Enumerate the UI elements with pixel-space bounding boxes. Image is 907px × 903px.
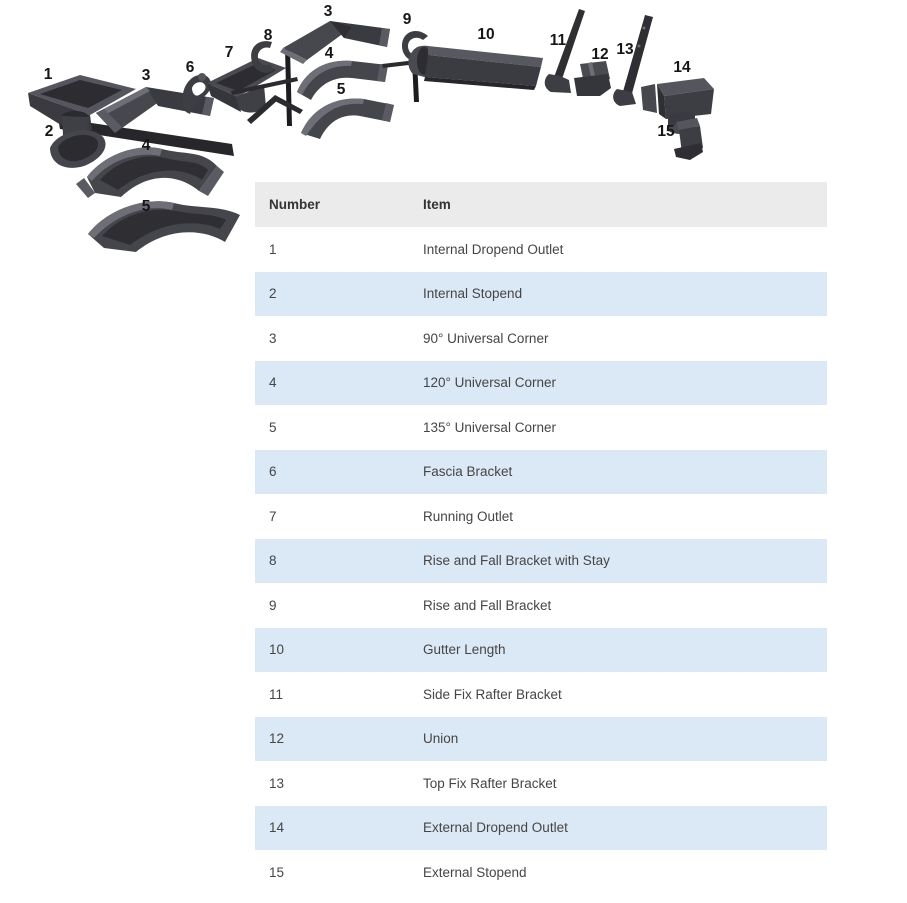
table-row <box>255 272 827 317</box>
part-label-13: 13 <box>616 41 634 58</box>
row-item-cell: Rise and Fall Bracket with Stay <box>423 553 610 569</box>
row-item-cell: Side Fix Rafter Bracket <box>423 686 562 702</box>
table-row <box>255 761 827 806</box>
table-row <box>255 850 827 895</box>
table-row <box>255 539 827 584</box>
part-2-internal-stopend-illustration <box>50 130 106 168</box>
table-row <box>255 494 827 539</box>
row-item-cell: 135° Universal Corner <box>423 419 556 435</box>
table-row <box>255 316 827 361</box>
part-15-external-stopend-illustration <box>674 118 703 160</box>
table-row <box>255 672 827 717</box>
table-header-row <box>255 182 827 227</box>
row-number-cell: 5 <box>269 419 277 435</box>
parts-table <box>255 182 827 895</box>
table-row <box>255 450 827 495</box>
row-item-cell: 90° Universal Corner <box>423 330 549 346</box>
row-item-cell: External Dropend Outlet <box>423 820 568 836</box>
row-number-cell: 9 <box>269 597 277 613</box>
table-row <box>255 717 827 762</box>
part-label-6: 6 <box>185 59 195 76</box>
part-5b-135-corner-illustration <box>301 99 394 139</box>
part-label-8: 8 <box>263 27 273 44</box>
row-item-cell: 120° Universal Corner <box>423 375 556 391</box>
part-label-10: 10 <box>477 26 495 43</box>
row-number-cell: 6 <box>269 464 277 480</box>
part-label-14: 14 <box>673 59 691 76</box>
row-item-cell: Internal Dropend Outlet <box>423 241 564 257</box>
row-item-cell: Internal Stopend <box>423 286 523 302</box>
part-label-11: 11 <box>549 32 567 49</box>
part-label-3b: 3 <box>323 3 333 20</box>
row-item-cell: Top Fix Rafter Bracket <box>423 775 557 791</box>
table-row <box>255 361 827 406</box>
table-row <box>255 583 827 628</box>
part-label-15: 15 <box>657 123 675 140</box>
row-item-cell: Fascia Bracket <box>423 464 513 480</box>
column-header-number: Number <box>269 197 321 212</box>
table-row <box>255 405 827 450</box>
part-5-135-corner-illustration <box>88 201 240 252</box>
row-item-cell: Rise and Fall Bracket <box>423 597 552 613</box>
row-number-cell: 14 <box>269 820 285 836</box>
row-number-cell: 10 <box>269 642 285 658</box>
table-row <box>255 227 827 272</box>
row-item-cell: External Stopend <box>423 864 527 880</box>
part-label-4: 4 <box>141 137 151 154</box>
table-row <box>255 806 827 851</box>
part-label-5: 5 <box>141 198 151 215</box>
part-label-4b: 4 <box>324 45 334 62</box>
row-number-cell: 4 <box>269 375 277 391</box>
row-number-cell: 1 <box>269 241 277 257</box>
part-label-3: 3 <box>141 67 151 84</box>
part-label-7: 7 <box>224 44 234 61</box>
part-label-5b: 5 <box>336 81 346 98</box>
row-number-cell: 3 <box>269 330 277 346</box>
row-item-cell: Gutter Length <box>423 642 506 658</box>
row-number-cell: 8 <box>269 553 277 569</box>
part-label-1: 1 <box>43 66 53 83</box>
part-3b-90-corner-illustration <box>280 21 390 64</box>
row-number-cell: 15 <box>269 864 285 880</box>
row-item-cell: Union <box>423 731 459 747</box>
row-item-cell: Running Outlet <box>423 508 514 524</box>
row-number-cell: 13 <box>269 775 285 791</box>
part-10-gutter-length-illustration <box>408 46 543 90</box>
part-label-9: 9 <box>402 11 412 28</box>
part-label-12: 12 <box>591 46 609 63</box>
table-row <box>255 628 827 673</box>
row-number-cell: 11 <box>269 686 284 702</box>
part-label-2: 2 <box>44 123 54 140</box>
part-12-union-illustration <box>574 61 611 96</box>
column-header-item: Item <box>423 197 451 212</box>
row-number-cell: 12 <box>269 731 285 747</box>
row-number-cell: 2 <box>269 286 277 302</box>
row-number-cell: 7 <box>269 508 277 524</box>
